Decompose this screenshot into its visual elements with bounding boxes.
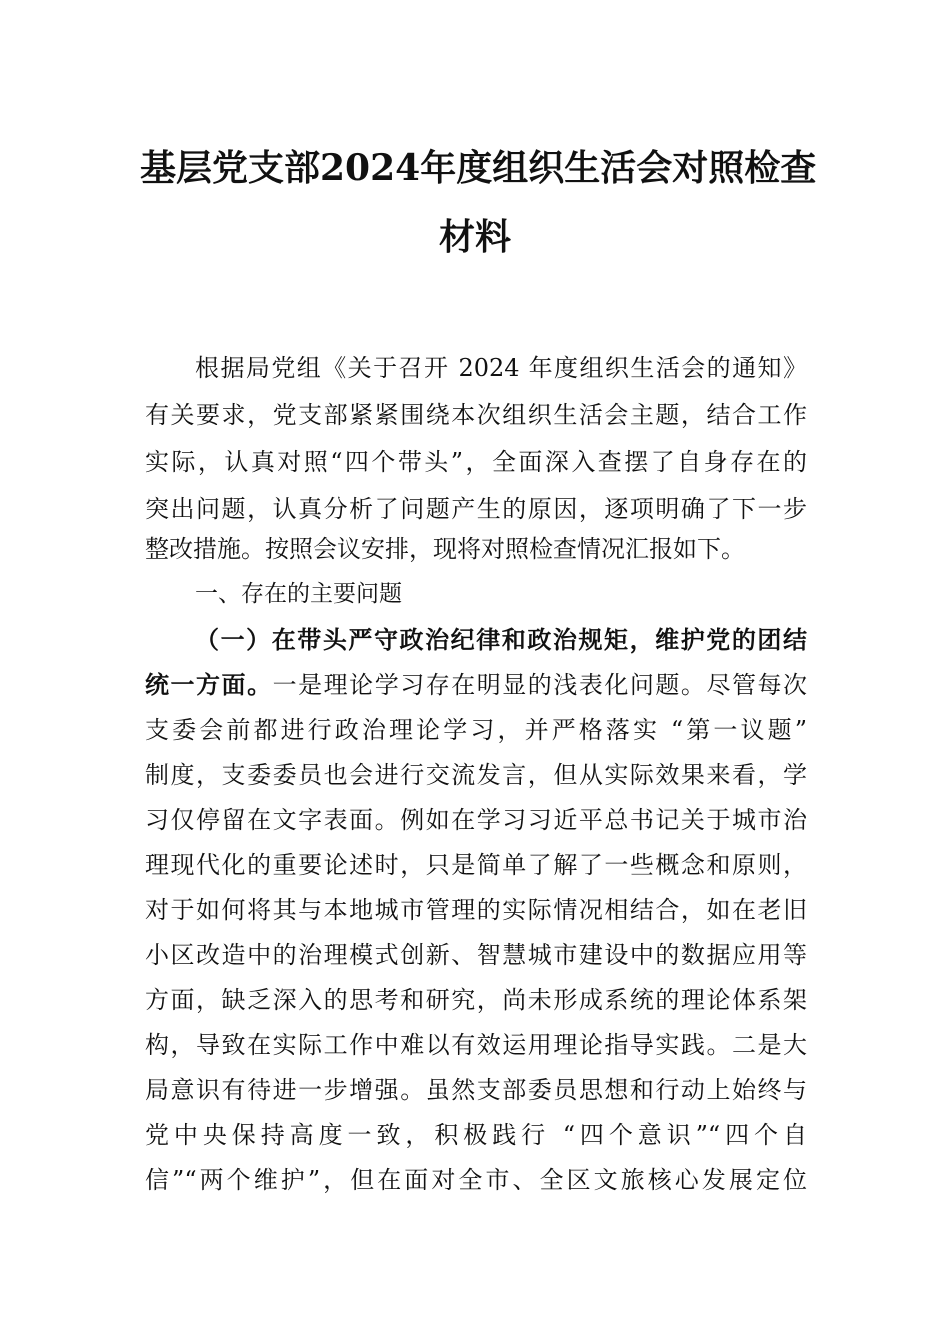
paragraph-line-1 [145,663,807,707]
paragraph-line-8: 方面，缺乏深入的思考和研究，尚未形成系统的理论体系架 [145,986,807,1014]
intro-line-1: 根据局党组《关于召开 2024 年度组织生活会的通知》 [195,354,807,382]
paragraph-line-9: 构，导致在实际工作中难以有效运用理论指导实践。二是大 [145,1031,807,1059]
intro-line-5: 整改措施。按照会议安排，现将对照检查情况汇报如下。 [145,535,745,563]
paragraph-line-2: 支委会前都进行政治理论学习，并严格落实 “第一议题” [145,716,807,744]
paragraph-line-5: 理现代化的重要论述时，只是简单了解了一些概念和原则， [145,851,807,879]
section-heading-1: 一、存在的主要问题 [195,581,402,607]
paragraph-line-4: 习仅停留在文字表面。例如在学习习近平总书记关于城市治 [145,806,807,834]
intro-line-4: 突出问题，认真分析了问题产生的原因，逐项明确了下一步 [145,495,807,523]
document-title-line-2: 材料 [438,216,511,258]
subsection-heading-line-2: 统一方面。 [145,670,273,699]
subsection-heading-line-1: （一）在带头严守政治纪律和政治规矩，维护党的团结 [195,625,807,654]
document-title-line-1: 基层党支部2024年度组织生活会对照检查 [140,147,817,189]
intro-line-2: 有关要求，党支部紧紧围绕本次组织生活会主题，结合工作 [145,401,807,429]
paragraph-line-7: 小区改造中的治理模式创新、智慧城市建设中的数据应用等 [145,941,807,969]
paragraph-line-6: 对于如何将其与本地城市管理的实际情况相结合，如在老旧 [145,896,807,924]
paragraph-line-3: 制度，支委委员也会进行交流发言，但从实际效果来看，学 [145,761,807,789]
intro-line-3: 实际，认真对照“四个带头”，全面深入查摆了自身存在的 [145,448,807,476]
paragraph-line-11: 党中央保持高度一致，积极践行 “四个意识”“四个自 [145,1121,807,1149]
paragraph-line-1-text: 一是理论学习存在明显的浅表化问题。尽管每次 [272,671,808,699]
paragraph-line-10: 局意识有待进一步增强。虽然支部委员思想和行动上始终与 [145,1076,807,1104]
paragraph-line-12: 信”“两个维护”，但在面对全市、全区文旅核心发展定位 [145,1166,807,1194]
